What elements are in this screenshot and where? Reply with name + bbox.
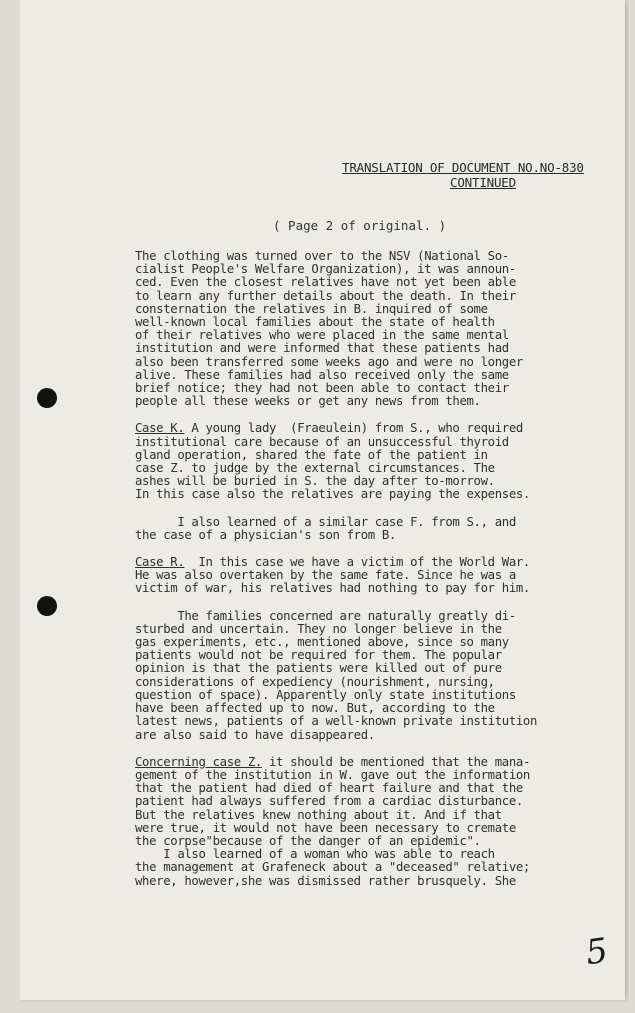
paragraph-text: The families concerned are naturally greatly di- sturbed and uncertain. They no longer believe in the gas experiments, etc., mentioned above, since so many patients would not be required for them. The popular opinion is that the patients were killed out of pure considerations of expediency (nourishment, nursing, question of space). Apparently only state institutions have been affected up to now. But, according to the latest news, patients of a well-known private institution are also said to have disappeared. bbox=[135, 608, 538, 742]
paragraph-text: I also learned of a similar case F. from S., and the case of a physician's son from B. bbox=[135, 514, 516, 542]
paragraph-text: In this case we have a victim of the World War. He was also overtaken by the same fate. Since he was a victim of war, his relatives had nothing to pay for him. bbox=[135, 555, 530, 596]
handwritten-page-number: 5 bbox=[583, 930, 611, 974]
paragraph-text: it should be mentioned that the mana- gement of the institution in W. gave out the information that the patient had died of heart failure and that the patient had always suffered from a cardiac disturbance. But the relatives knew nothing about it. And if that were true, it would not have been necessary to cremate the corpse"because of the danger of an epidemic". I also learned of a woman who was able to reach the management at Grafeneck about a "deceased" relative; where, however,she was dismissed rather brusquely. She bbox=[135, 754, 530, 888]
paragraph-text: The clothing was turned over to the NSV (National So- cialist People's Welfare Organization), it was announ- ced. Even the closest relatives have not yet been able to learn any further details about the death. In their consternation the relatives in B. inquired of some well-known local families about the state of health of their relatives who were placed in the same mental institution and were informed that these patients had also been transferred some weeks ago and were no longer alive. These families had also received only the same brief notice; they had not been able to contact their people all these weeks or get any news from them. bbox=[135, 249, 523, 409]
page-reference: ( Page 2 of original. ) bbox=[273, 218, 447, 233]
document-body bbox=[135, 250, 615, 888]
document-title: TRANSLATION OF DOCUMENT NO.NO-830 bbox=[342, 160, 584, 175]
paragraph-lead: Concerning case Z. bbox=[135, 754, 262, 769]
paragraph bbox=[135, 610, 615, 742]
paragraph-text: A young lady (Fraeulein) from S., who required institutional care because of an unsuccessful thyroid gland operation, shared the fate of the patient in case Z. to judge by the external circumstances. The ashes will be buried in S. the day after to-morrow. In this case also the relatives are paying the expenses. bbox=[135, 421, 530, 502]
paragraph bbox=[135, 556, 615, 596]
paragraph bbox=[135, 422, 615, 501]
document-page bbox=[20, 0, 625, 1000]
paragraph-lead: Case K. bbox=[135, 421, 185, 436]
paragraph bbox=[135, 250, 615, 408]
punch-hole-top bbox=[37, 388, 57, 408]
document-subtitle: CONTINUED bbox=[450, 175, 516, 190]
document-header bbox=[342, 160, 612, 190]
paragraph bbox=[135, 756, 615, 888]
paragraph bbox=[135, 516, 615, 542]
punch-hole-bottom bbox=[37, 596, 57, 616]
paragraph-lead: Case R. bbox=[135, 555, 185, 570]
